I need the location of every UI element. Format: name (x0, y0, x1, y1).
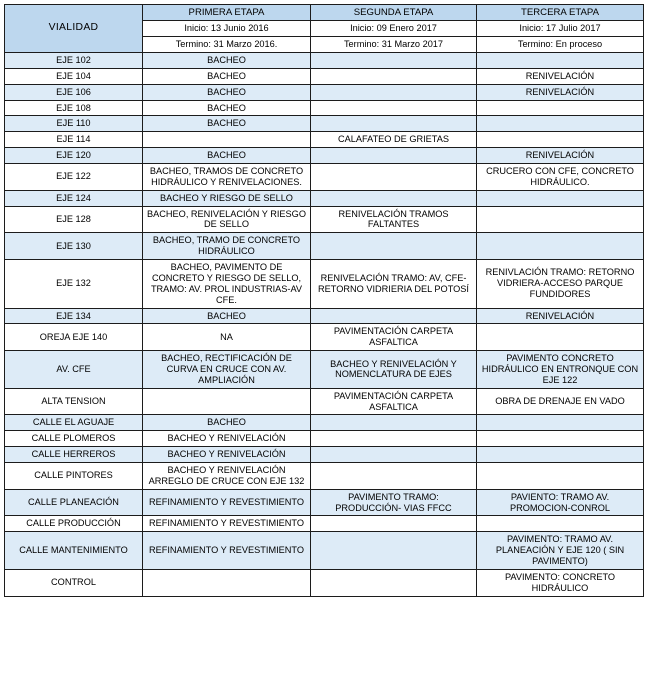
table-row (5, 68, 644, 84)
cell-stage-2 (311, 431, 477, 447)
cell-stage-1: REFINAMIENTO Y REVESTIMIENTO (143, 516, 311, 532)
cell-stage-1: BACHEO (143, 148, 311, 164)
cell-stage-1: BACHEO Y RENIVELACIÓN (143, 431, 311, 447)
cell-stage-3 (477, 132, 644, 148)
cell-stage-1: BACHEO (143, 308, 311, 324)
cell-stage-3 (477, 233, 644, 260)
table-row (5, 260, 644, 308)
row-label: EJE 110 (5, 116, 143, 132)
cell-stage-1: BACHEO (143, 415, 311, 431)
header-inicio-3: Inicio: 17 Julio 2017 (477, 21, 644, 37)
cell-stage-1: BACHEO Y RENIVELACIÓN ARREGLO DE CRUCE CON EJE 132 (143, 462, 311, 489)
cell-stage-3: PAVIMENTO: CONCRETO HIDRÁULICO (477, 569, 644, 596)
cell-stage-2 (311, 569, 477, 596)
row-label: CALLE PLOMEROS (5, 431, 143, 447)
cell-stage-3: PAVIENTO: TRAMO AV. PROMOCION-CONROL (477, 489, 644, 516)
table-body (5, 5, 644, 597)
table-row (5, 164, 644, 191)
row-label: EJE 120 (5, 148, 143, 164)
cell-stage-3: RENIVELACIÓN (477, 148, 644, 164)
cell-stage-2 (311, 516, 477, 532)
cell-stage-3 (477, 431, 644, 447)
cell-stage-2: PAVIMENTO TRAMO: PRODUCCIÓN- VIAS FFCC (311, 489, 477, 516)
table-row (5, 351, 644, 389)
table-header-row (5, 5, 644, 21)
row-label: EJE 114 (5, 132, 143, 148)
cell-stage-2 (311, 68, 477, 84)
header-stage-2: SEGUNDA ETAPA (311, 5, 477, 21)
cell-stage-1: BACHEO, RECTIFICACIÓN DE CURVA EN CRUCE CON AV. AMPLIACIÓN (143, 351, 311, 389)
cell-stage-1: BACHEO (143, 116, 311, 132)
cell-stage-1: BACHEO, TRAMO DE CONCRETO HIDRÁULICO (143, 233, 311, 260)
cell-stage-1: BACHEO (143, 100, 311, 116)
row-label: CALLE PINTORES (5, 462, 143, 489)
header-termino-2: Termino: 31 Marzo 2017 (311, 37, 477, 53)
cell-stage-2 (311, 100, 477, 116)
cell-stage-1: NA (143, 324, 311, 351)
table-row (5, 489, 644, 516)
cell-stage-3: PAVIMENTO CONCRETO HIDRÁULICO EN ENTRONQUE CON EJE 122 (477, 351, 644, 389)
cell-stage-3 (477, 447, 644, 463)
table-row (5, 569, 644, 596)
cell-stage-3: RENIVELACIÓN (477, 308, 644, 324)
table-row (5, 190, 644, 206)
table-row (5, 324, 644, 351)
table-row (5, 388, 644, 415)
cell-stage-2 (311, 148, 477, 164)
table-row (5, 532, 644, 570)
table-row (5, 148, 644, 164)
row-label: EJE 122 (5, 164, 143, 191)
cell-stage-2 (311, 462, 477, 489)
table-row (5, 462, 644, 489)
row-label: CALLE EL AGUAJE (5, 415, 143, 431)
row-label: EJE 134 (5, 308, 143, 324)
cell-stage-2 (311, 164, 477, 191)
cell-stage-3 (477, 190, 644, 206)
cell-stage-2: PAVIMENTACIÓN CARPETA ASFALTICA (311, 324, 477, 351)
row-label: ALTA TENSION (5, 388, 143, 415)
cell-stage-2 (311, 53, 477, 69)
table-row (5, 516, 644, 532)
row-label: CONTROL (5, 569, 143, 596)
cell-stage-2 (311, 233, 477, 260)
cell-stage-1 (143, 569, 311, 596)
cell-stage-1: REFINAMIENTO Y REVESTIMIENTO (143, 489, 311, 516)
cell-stage-3: PAVIMENTO: TRAMO AV. PLANEACIÓN Y EJE 120 ( SIN PAVIMENTO) (477, 532, 644, 570)
cell-stage-1: BACHEO (143, 68, 311, 84)
row-label: EJE 132 (5, 260, 143, 308)
cell-stage-3 (477, 516, 644, 532)
row-label: CALLE MANTENIMIENTO (5, 532, 143, 570)
cell-stage-1: BACHEO, PAVIMENTO DE CONCRETO Y RIESGO DE SELLO, TRAMO: AV. PROL INDUSTRIAS-AV CFE. (143, 260, 311, 308)
cell-stage-3 (477, 462, 644, 489)
vialidad-table (4, 4, 644, 597)
cell-stage-2 (311, 447, 477, 463)
table-row (5, 233, 644, 260)
header-termino-3: Termino: En proceso (477, 37, 644, 53)
row-label: EJE 108 (5, 100, 143, 116)
cell-stage-3: RENIVELACIÓN (477, 84, 644, 100)
table-row (5, 308, 644, 324)
row-label: AV. CFE (5, 351, 143, 389)
cell-stage-3 (477, 324, 644, 351)
cell-stage-3 (477, 100, 644, 116)
cell-stage-2 (311, 84, 477, 100)
cell-stage-1: BACHEO (143, 53, 311, 69)
row-label: CALLE HERREROS (5, 447, 143, 463)
row-label: EJE 130 (5, 233, 143, 260)
row-label: CALLE PRODUCCIÓN (5, 516, 143, 532)
header-stage-1: PRIMERA ETAPA (143, 5, 311, 21)
table-row (5, 84, 644, 100)
cell-stage-1: BACHEO Y RIESGO DE SELLO (143, 190, 311, 206)
row-label: EJE 124 (5, 190, 143, 206)
cell-stage-2: BACHEO Y RENIVELACIÓN Y NOMENCLATURA DE EJES (311, 351, 477, 389)
cell-stage-1: REFINAMIENTO Y REVESTIMIENTO (143, 532, 311, 570)
cell-stage-3: RENIVLACIÓN TRAMO: RETORNO VIDRIERA-ACCESO PARQUE FUNDIDORES (477, 260, 644, 308)
header-inicio-1: Inicio: 13 Junio 2016 (143, 21, 311, 37)
cell-stage-2 (311, 308, 477, 324)
table-row (5, 100, 644, 116)
cell-stage-2 (311, 190, 477, 206)
table-row (5, 53, 644, 69)
cell-stage-2: CALAFATEO DE GRIETAS (311, 132, 477, 148)
row-label: OREJA EJE 140 (5, 324, 143, 351)
cell-stage-3 (477, 53, 644, 69)
row-label: CALLE PLANEACIÓN (5, 489, 143, 516)
table-row (5, 206, 644, 233)
cell-stage-2 (311, 116, 477, 132)
cell-stage-2 (311, 415, 477, 431)
row-label: EJE 128 (5, 206, 143, 233)
cell-stage-1 (143, 388, 311, 415)
table-row (5, 447, 644, 463)
cell-stage-1: BACHEO (143, 84, 311, 100)
cell-stage-3 (477, 116, 644, 132)
cell-stage-3: OBRA DE DRENAJE EN VADO (477, 388, 644, 415)
header-inicio-2: Inicio: 09 Enero 2017 (311, 21, 477, 37)
cell-stage-2: RENIVELACIÓN TRAMO: AV, CFE-RETORNO VIDRIERIA DEL POTOSÍ (311, 260, 477, 308)
header-stage-3: TERCERA ETAPA (477, 5, 644, 21)
row-label: EJE 102 (5, 53, 143, 69)
cell-stage-2: RENIVELACIÓN TRAMOS FALTANTES (311, 206, 477, 233)
table-row (5, 132, 644, 148)
header-vialidad: VIALIDAD (5, 5, 143, 53)
cell-stage-3: RENIVELACIÓN (477, 68, 644, 84)
table-row (5, 415, 644, 431)
row-label: EJE 106 (5, 84, 143, 100)
cell-stage-1: BACHEO Y RENIVELACIÓN (143, 447, 311, 463)
cell-stage-1 (143, 132, 311, 148)
cell-stage-1: BACHEO, TRAMOS DE CONCRETO HIDRÁULICO Y RENIVELACIONES. (143, 164, 311, 191)
table-row (5, 431, 644, 447)
row-label: EJE 104 (5, 68, 143, 84)
cell-stage-3 (477, 206, 644, 233)
cell-stage-1: BACHEO, RENIVELACIÓN Y RIESGO DE SELLO (143, 206, 311, 233)
header-termino-1: Termino: 31 Marzo 2016. (143, 37, 311, 53)
cell-stage-3 (477, 415, 644, 431)
cell-stage-2 (311, 532, 477, 570)
cell-stage-3: CRUCERO CON CFE, CONCRETO HIDRÁULICO. (477, 164, 644, 191)
table-row (5, 116, 644, 132)
cell-stage-2: PAVIMENTACIÓN CARPETA ASFALTICA (311, 388, 477, 415)
